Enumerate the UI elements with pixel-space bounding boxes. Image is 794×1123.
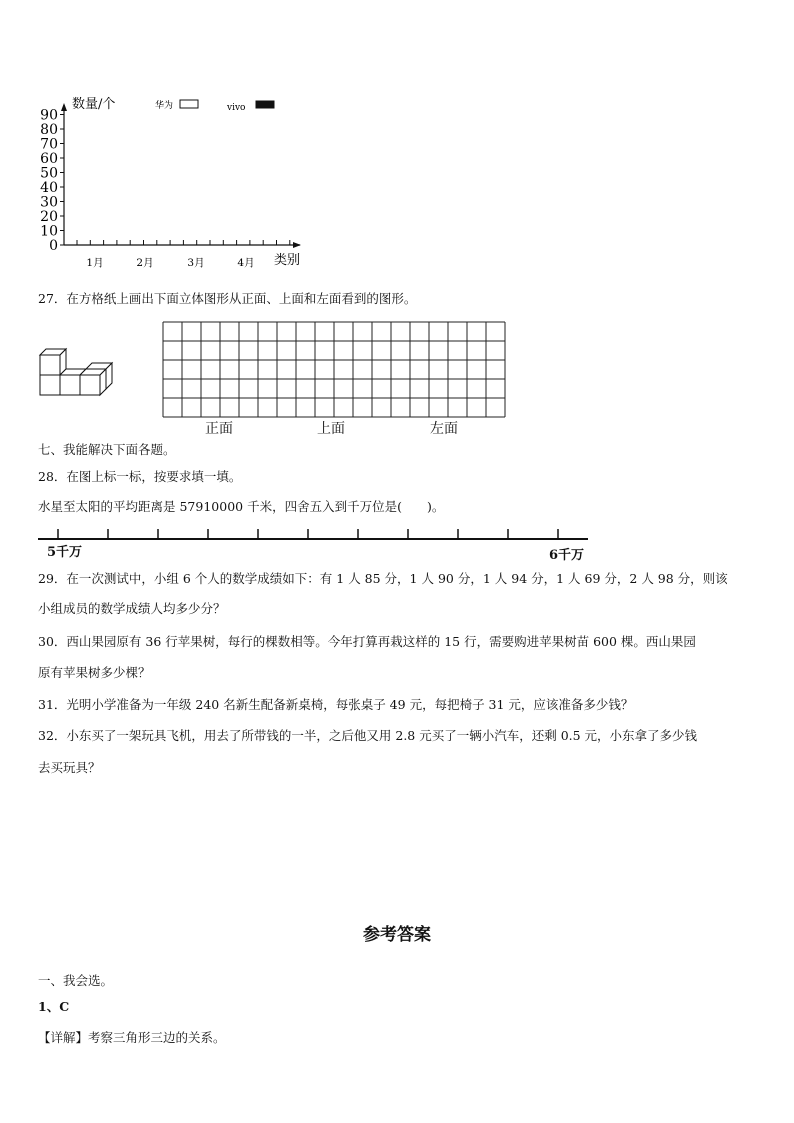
answers-title: 参考答案 bbox=[363, 925, 431, 945]
question-28: 28．在图上标一标，按要求填一填。 bbox=[38, 469, 242, 484]
grid-paper[interactable] bbox=[162, 321, 508, 418]
x-category-label: 1月 bbox=[86, 257, 104, 269]
view-label-front: 正面 bbox=[205, 421, 233, 437]
y-tick-label: 90 bbox=[40, 107, 58, 124]
y-tick-label: 30 bbox=[40, 194, 58, 211]
question-29-line2: 小组成员的数学成绩人均多少分？ bbox=[38, 601, 226, 616]
question-32-line2: 去买玩具？ bbox=[38, 760, 101, 775]
y-axis-label: 数量/个 bbox=[72, 97, 116, 112]
y-tick-label: 0 bbox=[49, 238, 58, 254]
x-category-label: 2月 bbox=[136, 257, 154, 269]
number-line-end-label: 6千万 bbox=[549, 548, 585, 563]
answer-1-detail: 【详解】考察三角形三边的关系。 bbox=[38, 1030, 226, 1045]
x-axis-label: 类别 bbox=[274, 253, 301, 268]
y-tick-label: 10 bbox=[40, 223, 58, 240]
x-axis-arrow bbox=[293, 242, 301, 248]
question-27: 27．在方格纸上画出下面立体图形从正面、上面和左面看到的图形。 bbox=[38, 291, 417, 306]
answers-section-1: 一、我会选。 bbox=[38, 973, 114, 988]
answer-1: 1、C bbox=[38, 999, 70, 1014]
legend-swatch-huawei bbox=[180, 100, 198, 108]
number-line[interactable] bbox=[38, 526, 590, 546]
question-31: 31．光明小学准备为一年级 240 名新生配备新桌椅，每张桌子 49 元，每把椅子 31 元，应该准备多少钱？ bbox=[38, 697, 634, 712]
cube-figure bbox=[36, 343, 116, 399]
y-tick-label: 40 bbox=[40, 180, 58, 196]
question-29-line1: 29．在一次测试中，小组 6 个人的数学成绩如下：有 1 人 85 分，1 人 90 分，1 人 94 分，1 人 69 分，2 人 98 分，则该 bbox=[38, 571, 728, 586]
y-axis-arrow bbox=[61, 103, 67, 111]
section-7-heading: 七、我能解决下面各题。 bbox=[38, 442, 176, 457]
y-tick-label: 20 bbox=[40, 209, 58, 225]
legend-label-huawei: 华为 bbox=[155, 101, 174, 111]
question-28-prompt: 水星至太阳的平均距离是 57910000 千米，四舍五入到千万位是( )。 bbox=[38, 499, 445, 514]
question-30-line2: 原有苹果树多少棵？ bbox=[38, 665, 151, 680]
y-tick-label: 80 bbox=[40, 122, 58, 138]
legend-label-vivo: vivo bbox=[227, 103, 246, 113]
legend-swatch-vivo bbox=[256, 101, 274, 108]
view-label-left: 左面 bbox=[430, 421, 458, 437]
number-line-start-label: 5千万 bbox=[47, 545, 83, 560]
x-category-label: 3月 bbox=[187, 257, 205, 269]
x-category-label: 4月 bbox=[237, 257, 255, 269]
bar-chart bbox=[0, 0, 320, 275]
view-label-top: 上面 bbox=[317, 421, 345, 437]
question-30-line1: 30．西山果园原有 36 行苹果树，每行的棵数相等。今年打算再栽这样的 15 行，需要购进苹果树苗 600 棵。西山果园 bbox=[38, 634, 696, 649]
y-tick-label: 50 bbox=[40, 165, 58, 182]
y-tick-label: 70 bbox=[40, 136, 58, 153]
question-32-line1: 32．小东买了一架玩具飞机，用去了所带钱的一半，之后他又用 2.8 元买了一辆小汽车，还剩 0.5 元，小东拿了多少钱 bbox=[38, 728, 698, 743]
y-tick-label: 60 bbox=[40, 151, 58, 167]
